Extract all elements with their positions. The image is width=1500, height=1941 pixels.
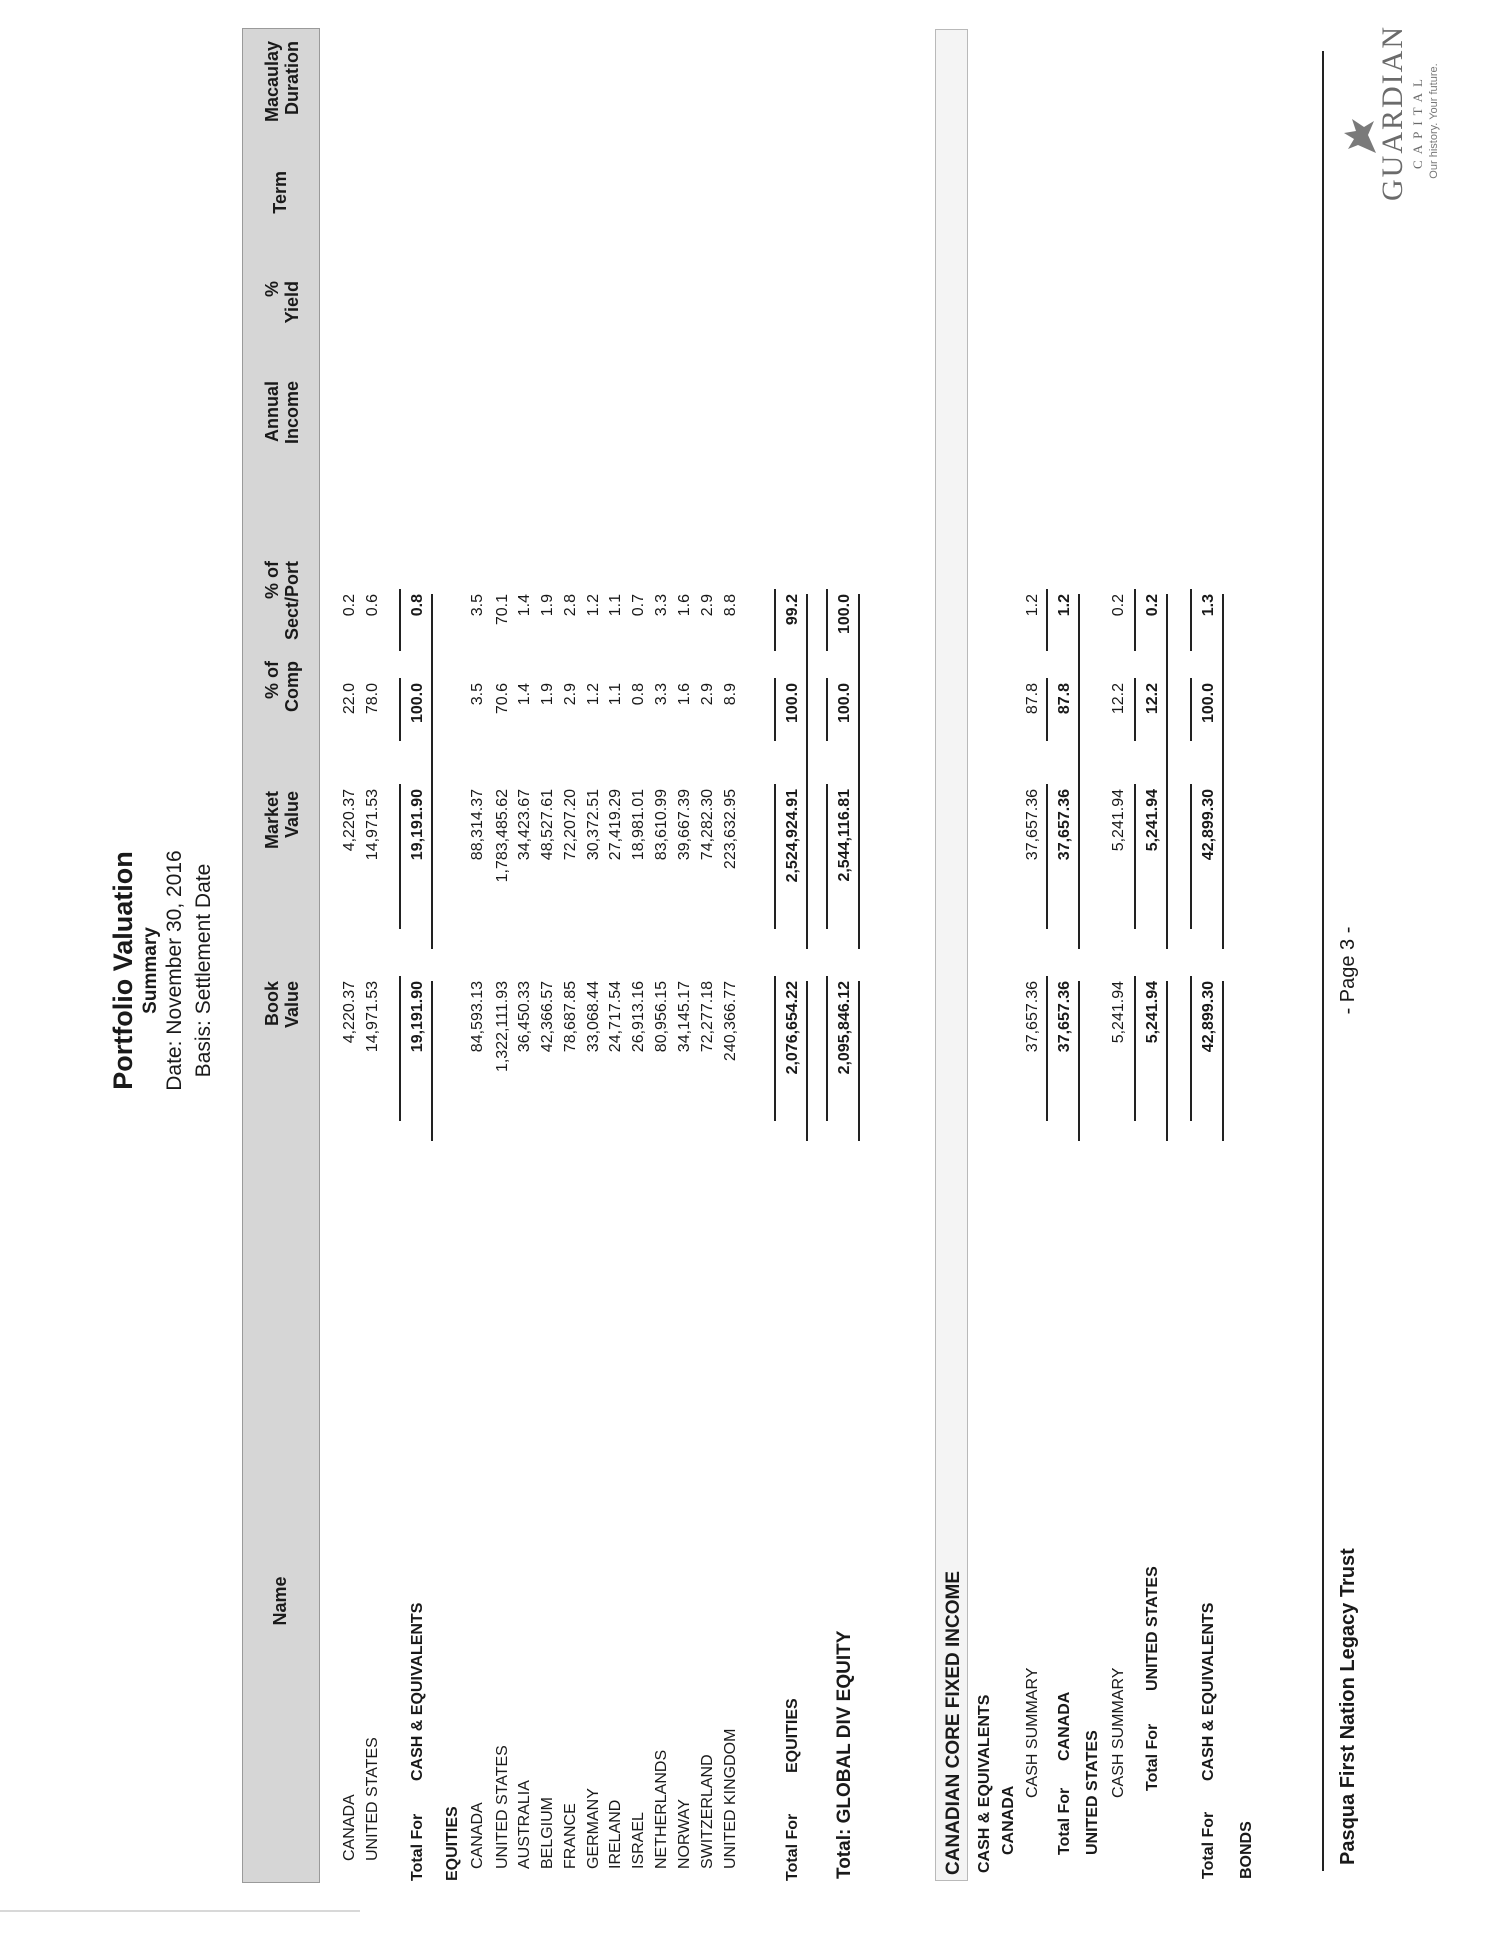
cell-sect: 8.8 [722, 594, 739, 617]
row-label: CASH & EQUIVALENTS [409, 1602, 426, 1781]
col-market-line2: Value [282, 791, 302, 839]
cell-comp: 70.6 [494, 683, 511, 715]
row-label: IRELAND [607, 1799, 624, 1869]
report-title: Portfolio Valuation [108, 851, 138, 1090]
col-pct-comp [262, 661, 302, 761]
cell-market: 27,419.29 [607, 789, 624, 861]
col-income-line1: Annual [262, 381, 282, 442]
total-top-rule [1190, 784, 1192, 929]
cell-book: 2,095,846.12 [832, 981, 860, 1141]
cell-sect: 99.2 [780, 594, 808, 754]
cell-sect: 0.2 [1140, 594, 1168, 754]
cell-sect: 0.2 [1110, 594, 1127, 617]
cell-book: 36,450.33 [516, 981, 533, 1053]
cell-sect: 1.9 [539, 594, 556, 617]
cell-comp: 1.1 [607, 683, 624, 706]
cell-book: 26,913.16 [630, 981, 647, 1053]
cell-market: 2,544,116.81 [832, 789, 860, 949]
cell-sect: 3.5 [469, 594, 486, 617]
cell-sect: 3.3 [653, 594, 670, 617]
total-top-rule [1134, 976, 1136, 1121]
col-book-line1: Book [262, 981, 282, 1026]
cell-sect: 1.4 [516, 594, 533, 617]
cell-book: 5,241.94 [1140, 981, 1168, 1141]
cell-market: 30,372.51 [585, 789, 602, 861]
total-row [405, 0, 431, 1941]
cell-book: 84,593.13 [469, 981, 486, 1053]
griffin-icon [1340, 113, 1380, 159]
row-label: BELGIUM [539, 1796, 556, 1869]
cell-comp: 1.2 [585, 683, 602, 706]
cell-market: 83,610.99 [653, 789, 670, 861]
cell-sect: 1.2 [1052, 594, 1080, 754]
cell-comp: 87.8 [1024, 683, 1041, 715]
col-annual-income [262, 381, 302, 481]
total-top-rule [826, 678, 828, 741]
cell-book: 42,899.30 [1196, 981, 1224, 1141]
table-row [718, 0, 744, 1941]
total-top-rule [399, 589, 401, 651]
col-market-value [262, 791, 302, 941]
cell-sect: 0.6 [364, 594, 381, 617]
cell-comp: 87.8 [1052, 683, 1080, 843]
table-row [1020, 0, 1046, 1941]
row-label: CASH & EQUIVALENTS [976, 1694, 993, 1873]
logo-tagline: Our history. Your future. [1428, 63, 1440, 179]
col-comp-line1: % of [262, 661, 282, 699]
cell-sect: 1.3 [1196, 594, 1224, 754]
section-heading-row [1080, 0, 1106, 1941]
row-label: EQUITIES [444, 1806, 461, 1881]
cell-sect: 0.8 [405, 594, 433, 754]
cell-sect: 1.2 [585, 594, 602, 617]
logo-name: GUARDIAN [1376, 25, 1409, 201]
section-heading-row [941, 0, 967, 1941]
cell-market: 37,657.36 [1024, 789, 1041, 861]
cell-book: 80,956.15 [653, 981, 670, 1053]
total-top-rule [774, 589, 776, 651]
total-top-rule [1134, 678, 1136, 741]
row-label: UNITED STATES [364, 1737, 381, 1861]
cell-book: 1,322,111.93 [494, 981, 511, 1073]
col-book-value [262, 981, 302, 1131]
cell-book: 42,366.57 [539, 981, 556, 1053]
cell-sect: 100.0 [832, 594, 860, 754]
col-market-line1: Market [262, 791, 282, 850]
footer-rule [1322, 51, 1324, 1871]
row-label: NORWAY [676, 1799, 693, 1869]
row-label: UNITED STATES [494, 1745, 511, 1869]
col-pct-yield [262, 281, 302, 351]
cell-market: 2,524,924.91 [780, 789, 808, 949]
total-top-rule [1190, 976, 1192, 1121]
total-top-rule [399, 678, 401, 741]
cell-sect: 1.1 [607, 594, 624, 617]
col-pct-sect [262, 561, 302, 661]
cell-market: 19,191.90 [405, 789, 433, 949]
table-row [1106, 0, 1132, 1941]
total-prefix: Total For [1200, 1811, 1217, 1879]
col-duration-line1: Macaulay [262, 41, 282, 123]
row-label: Total: GLOBAL DIV EQUITY [834, 1630, 855, 1879]
total-row [1052, 0, 1078, 1941]
total-top-rule [1190, 589, 1192, 651]
total-prefix: Total For [1056, 1787, 1073, 1855]
section-heading-row [1234, 0, 1260, 1941]
report-subtitle: Summary [140, 927, 161, 1014]
section-heading-row [972, 0, 998, 1941]
cell-market: 5,241.94 [1110, 789, 1127, 852]
cell-market: 223,632.95 [722, 789, 739, 870]
cell-sect: 0.7 [630, 594, 647, 617]
total-top-rule [399, 784, 401, 929]
cell-comp: 100.0 [1196, 683, 1224, 843]
col-term: Term [270, 171, 290, 214]
total-prefix: Total For [409, 1813, 426, 1881]
col-macaulay-duration [262, 41, 302, 141]
row-label: CANADA [341, 1794, 358, 1861]
total-top-rule [1046, 589, 1048, 651]
cell-market: 88,314.37 [469, 789, 486, 861]
cell-book: 37,657.36 [1052, 981, 1080, 1141]
cell-comp: 1.4 [516, 683, 533, 706]
total-top-rule [1046, 976, 1048, 1121]
logo-capital: CAPITAL [1410, 73, 1425, 169]
cell-market: 48,527.61 [539, 789, 556, 861]
cell-market: 42,899.30 [1196, 789, 1224, 949]
total-top-rule [826, 784, 828, 929]
cell-market: 39,667.39 [676, 789, 693, 861]
total-prefix: Total For [784, 1813, 801, 1881]
cell-sect: 70.1 [494, 594, 511, 626]
section-heading-row [440, 0, 466, 1941]
cell-comp: 1.9 [539, 683, 556, 706]
row-label: UNITED KINGDOM [722, 1728, 739, 1869]
row-label: GERMANY [585, 1788, 602, 1869]
row-label: CANADIAN CORE FIXED INCOME [943, 1570, 964, 1875]
cell-market: 14,971.53 [364, 789, 381, 861]
cell-comp: 3.3 [653, 683, 670, 706]
total-top-rule [826, 589, 828, 651]
col-sect-line1: % of [262, 561, 282, 599]
cell-market: 4,220.37 [341, 789, 358, 852]
total-prefix: Total For [1144, 1723, 1161, 1791]
cell-sect: 2.8 [562, 594, 579, 617]
guardian-capital-logo [1340, 25, 1450, 201]
cell-sect: 2.9 [699, 594, 716, 617]
footer-trust-name: Pasqua First Nation Legacy Trust [1337, 1548, 1359, 1865]
col-duration-line2: Duration [282, 41, 302, 115]
total-row [1140, 0, 1166, 1941]
row-label: CANADA [1056, 1691, 1073, 1761]
total-top-rule [1134, 589, 1136, 651]
row-label: CASH SUMMARY [1024, 1667, 1041, 1798]
table-row [832, 0, 858, 1941]
cell-market: 5,241.94 [1140, 789, 1168, 949]
report-date: Date: November 30, 2016 [163, 850, 186, 1091]
cell-book: 4,220.37 [341, 981, 358, 1044]
cell-comp: 2.9 [562, 683, 579, 706]
total-top-rule [774, 976, 776, 1121]
col-comp-line2: Comp [282, 661, 302, 712]
cell-comp: 0.8 [630, 683, 647, 706]
cell-comp: 22.0 [341, 683, 358, 715]
row-label: BONDS [1238, 1821, 1255, 1879]
cell-book: 34,145.17 [676, 981, 693, 1053]
total-top-rule [774, 784, 776, 929]
total-top-rule [1046, 678, 1048, 741]
cell-comp: 3.5 [469, 683, 486, 706]
cell-comp: 2.9 [699, 683, 716, 706]
row-label: ISRAEL [630, 1812, 647, 1869]
total-row [1196, 0, 1222, 1941]
cell-book: 33,068.44 [585, 981, 602, 1053]
total-top-rule [774, 678, 776, 741]
total-top-rule [399, 976, 401, 1121]
cell-comp: 12.2 [1140, 683, 1168, 843]
cell-market: 74,282.30 [699, 789, 716, 861]
row-label: FRANCE [562, 1803, 579, 1869]
section-heading-row [996, 0, 1022, 1941]
cell-sect: 0.2 [341, 594, 358, 617]
cell-book: 240,366.77 [722, 981, 739, 1062]
cell-comp: 100.0 [780, 683, 808, 843]
cell-book: 5,241.94 [1110, 981, 1127, 1044]
cell-comp: 100.0 [832, 683, 860, 843]
cell-comp: 78.0 [364, 683, 381, 715]
table-row [360, 0, 386, 1941]
row-label: AUSTRALIA [516, 1780, 533, 1869]
table-row [465, 0, 491, 1941]
col-name: Name [270, 1576, 290, 1626]
cell-book: 37,657.36 [1024, 981, 1041, 1053]
cell-market: 1,783,485.62 [494, 789, 511, 883]
row-label: CANADA [1000, 1785, 1017, 1855]
cell-book: 24,717.54 [607, 981, 624, 1053]
cell-comp: 1.6 [676, 683, 693, 706]
cell-book: 78,687.85 [562, 981, 579, 1053]
cell-comp: 100.0 [405, 683, 433, 843]
row-label: UNITED STATES [1084, 1730, 1101, 1855]
cell-sect: 1.6 [676, 594, 693, 617]
cell-market: 18,981.01 [630, 789, 647, 861]
row-label: CANADA [469, 1802, 486, 1869]
col-yield-line2: Yield [282, 281, 302, 324]
col-book-line2: Value [282, 981, 302, 1029]
cell-comp: 12.2 [1110, 683, 1127, 715]
row-label: SWITZERLAND [699, 1754, 716, 1869]
col-sect-line2: Sect/Port [282, 561, 302, 641]
cell-market: 37,657.36 [1052, 789, 1080, 949]
cell-market: 72,207.20 [562, 789, 579, 861]
cell-book: 2,076,654.22 [780, 981, 808, 1141]
row-label: EQUITIES [784, 1698, 801, 1773]
cell-book: 14,971.53 [364, 981, 381, 1053]
total-top-rule [826, 976, 828, 1121]
total-top-rule [1190, 678, 1192, 741]
total-top-rule [1134, 784, 1136, 929]
footer-page-number: - Page 3 - [1337, 926, 1359, 1015]
row-label: NETHERLANDS [653, 1749, 670, 1869]
total-top-rule [1046, 784, 1048, 929]
row-label: CASH & EQUIVALENTS [1200, 1602, 1217, 1781]
cell-book: 72,277.18 [699, 981, 716, 1053]
col-yield-line1: % [262, 281, 282, 298]
cell-comp: 8.9 [722, 683, 739, 706]
cell-book: 19,191.90 [405, 981, 433, 1141]
row-label: UNITED STATES [1144, 1566, 1161, 1691]
row-label: CASH SUMMARY [1110, 1667, 1127, 1798]
total-row [780, 0, 806, 1941]
cell-sect: 1.2 [1024, 594, 1041, 617]
cell-market: 34,423.67 [516, 789, 533, 861]
col-income-line2: Income [282, 381, 302, 445]
report-basis: Basis: Settlement Date [192, 863, 215, 1078]
